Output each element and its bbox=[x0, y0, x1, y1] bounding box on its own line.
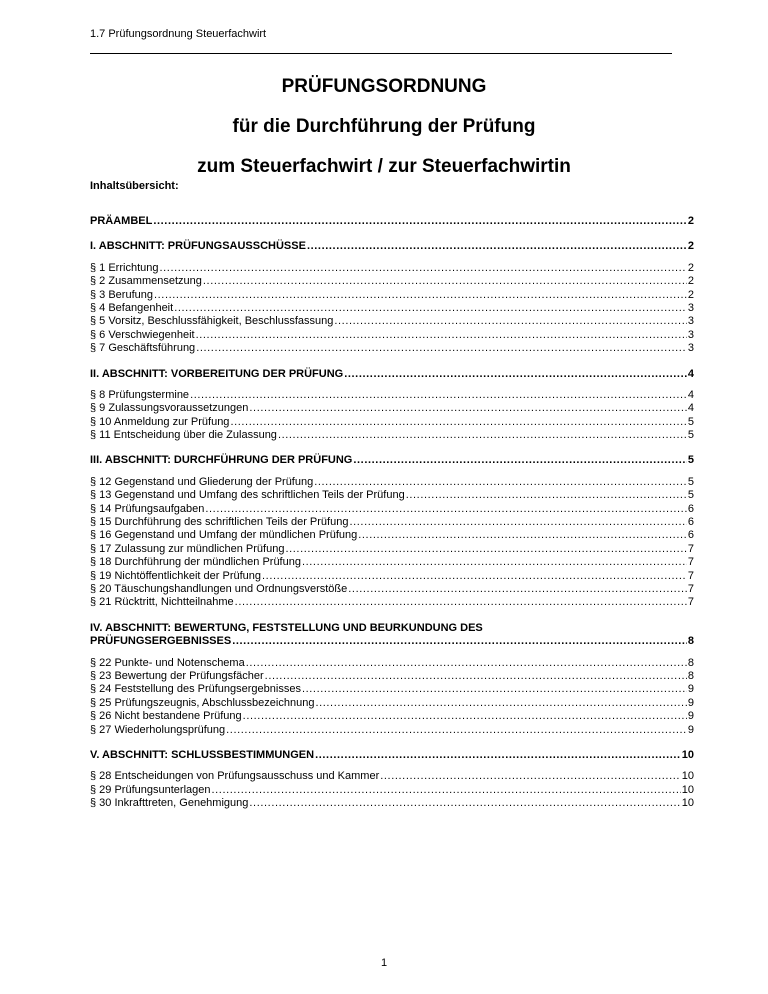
toc-entry[interactable]: § 26 Nicht bestandene Prüfung ..... 9 bbox=[90, 710, 694, 723]
toc-section-2[interactable]: II. ABSCHNITT: VORBEREITUNG DER PRÜFUNG ..... 4 bbox=[90, 368, 694, 381]
table-of-contents-label: Inhaltsübersicht: bbox=[90, 180, 179, 192]
toc-entry[interactable]: § 16 Gegenstand und Umfang der mündlichen Prüfung ..... 6 bbox=[90, 529, 694, 542]
document-title bbox=[0, 76, 768, 196]
running-header: 1.7 Prüfungsordnung Steuerfachwirt bbox=[90, 28, 267, 40]
toc-entry[interactable]: § 9 Zulassungsvoraussetzungen ..... 4 bbox=[90, 402, 694, 415]
toc-entry[interactable]: § 10 Anmeldung zur Prüfung ..... 5 bbox=[90, 416, 694, 429]
title-line-3: zum Steuerfachwirt / zur Steuerfachwirtin bbox=[197, 156, 571, 177]
toc-entry[interactable]: § 18 Durchführung der mündlichen Prüfung ..... 7 bbox=[90, 556, 694, 569]
toc-entry[interactable]: § 29 Prüfungsunterlagen ..... 10 bbox=[90, 784, 694, 797]
toc-entry[interactable]: § 15 Durchführung des schriftlichen Teils der Prüfung ..... 6 bbox=[90, 516, 694, 529]
toc-entry[interactable]: § 19 Nichtöffentlichkeit der Prüfung ..... 7 bbox=[90, 570, 694, 583]
page-number: 1 bbox=[380, 957, 388, 969]
toc-entry[interactable]: § 27 Wiederholungsprüfung ..... 9 bbox=[90, 724, 694, 737]
toc-entry[interactable]: § 13 Gegenstand und Umfang des schriftlichen Teils der Prüfung ..... 5 bbox=[90, 489, 694, 502]
toc-entry[interactable]: § 14 Prüfungsaufgaben ..... 6 bbox=[90, 503, 694, 516]
toc-entry[interactable]: § 22 Punkte- und Notenschema ..... 8 bbox=[90, 657, 694, 670]
toc-entry[interactable]: § 23 Bewertung der Prüfungsfächer ..... 8 bbox=[90, 670, 694, 683]
title-line-1: PRÜFUNGSORDNUNG bbox=[281, 76, 487, 97]
toc-section-4[interactable]: PRÜFUNGSERGEBNISSES ..... 8 bbox=[90, 635, 694, 648]
toc-entry[interactable]: § 30 Inkrafttreten, Genehmigung ..... 10 bbox=[90, 797, 694, 810]
toc-entry[interactable]: § 3 Berufung ..... 2 bbox=[90, 289, 694, 302]
toc-section-5[interactable]: V. ABSCHNITT: SCHLUSSBESTIMMUNGEN ..... 10 bbox=[90, 749, 694, 762]
toc-entry[interactable]: § 28 Entscheidungen von Prüfungsausschuss und Kammer ..... 10 bbox=[90, 770, 694, 783]
toc-entry[interactable]: § 1 Errichtung ..... 2 bbox=[90, 262, 694, 275]
toc-entry[interactable]: § 17 Zulassung zur mündlichen Prüfung ..... 7 bbox=[90, 543, 694, 556]
header-rule bbox=[90, 53, 672, 54]
toc-entry[interactable]: § 21 Rücktritt, Nichtteilnahme ..... 7 bbox=[90, 596, 694, 609]
toc-section-1[interactable]: I. ABSCHNITT: PRÜFUNGSAUSSCHÜSSE ..... 2 bbox=[90, 240, 694, 253]
toc-entry[interactable]: § 24 Feststellung des Prüfungsergebnisses ..... 9 bbox=[90, 683, 694, 696]
toc-entry[interactable]: § 6 Verschwiegenheit ..... 3 bbox=[90, 329, 694, 342]
toc-entry[interactable]: § 20 Täuschungshandlungen und Ordnungsverstöße ..... 7 bbox=[90, 583, 694, 596]
title-line-2: für die Durchführung der Prüfung bbox=[232, 116, 536, 137]
toc-entry[interactable]: § 5 Vorsitz, Beschlussfähigkeit, Beschlussfassung ..... 3 bbox=[90, 315, 694, 328]
toc-entry[interactable]: § 11 Entscheidung über die Zulassung ..... 5 bbox=[90, 429, 694, 442]
toc-entry[interactable]: § 12 Gegenstand und Gliederung der Prüfung ..... 5 bbox=[90, 476, 694, 489]
toc-entry[interactable]: § 2 Zusammensetzung ..... 2 bbox=[90, 275, 694, 288]
toc-section-4-line-1[interactable]: IV. ABSCHNITT: BEWERTUNG, FESTSTELLUNG UND BEURKUNDUNG DES bbox=[90, 621, 483, 634]
toc-entry[interactable]: § 7 Geschäftsführung ..... 3 bbox=[90, 342, 694, 355]
toc-entry[interactable]: § 8 Prüfungstermine ..... 4 bbox=[90, 389, 694, 402]
table-of-contents bbox=[90, 215, 694, 810]
toc-entry[interactable]: § 4 Befangenheit ..... 3 bbox=[90, 302, 694, 315]
toc-entry-praeambel[interactable]: PRÄAMBEL ..... 2 bbox=[90, 215, 694, 228]
toc-entry[interactable]: § 25 Prüfungszeugnis, Abschlussbezeichnung ..... 9 bbox=[90, 697, 694, 710]
toc-section-3[interactable]: III. ABSCHNITT: DURCHFÜHRUNG DER PRÜFUNG ..... 5 bbox=[90, 454, 694, 467]
